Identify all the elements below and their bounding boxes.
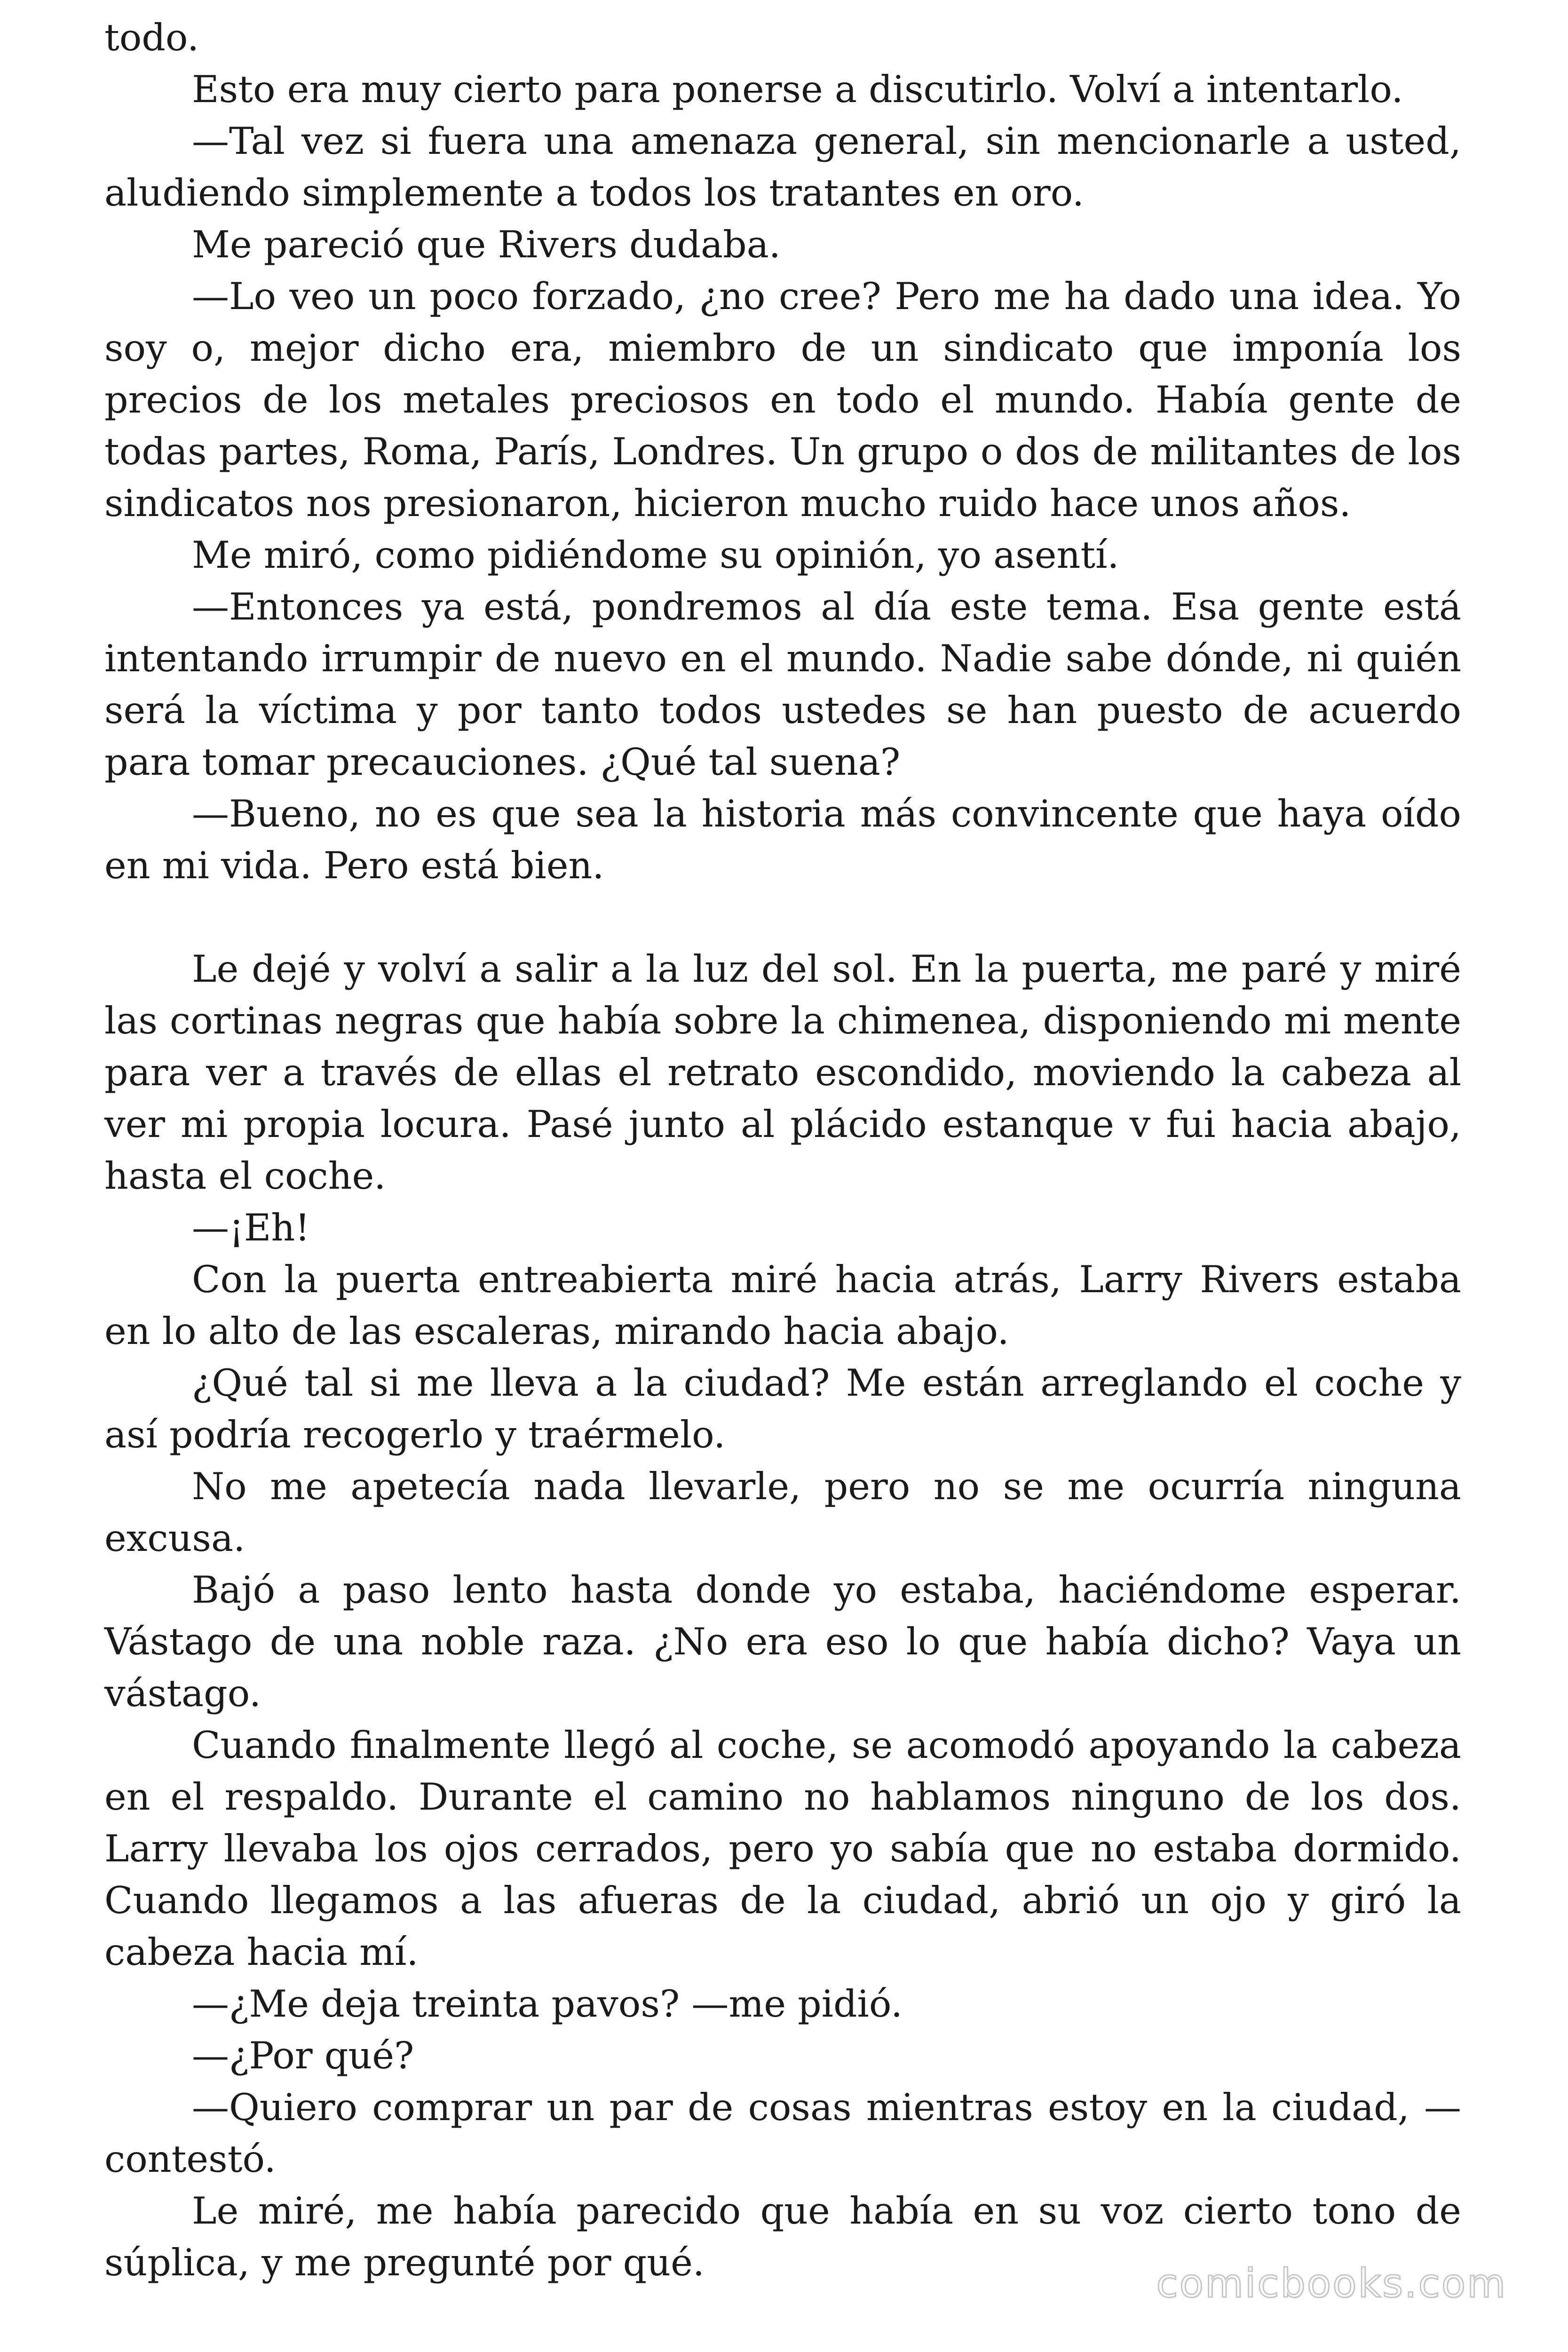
paragraph: Con la puerta entreabierta miré hacia atrás, Larry Rivers estaba en lo alto de las escaleras, mirando hacia abajo. (104, 1258, 1461, 1353)
watermark-text: comicbooks.com (1156, 2260, 1507, 2306)
paragraph: Cuando finalmente llegó al coche, se acomodó apoyando la cabeza en el respaldo. Durante el camino no hablamos ninguno de los dos. Larry llevaba los ojos cerrados, pero yo sabía que no estaba dormido. Cuando llegamos a las afueras de la ciudad, abrió un ojo y giró la cabeza hacia mí. (104, 1724, 1461, 1974)
paragraph: Me pareció que Rivers dudaba. (192, 223, 781, 266)
paragraph: —Bueno, no es que sea la historia más convincente que haya oído en mi vida. Pero está bien. (104, 792, 1461, 887)
body-text (104, 12, 1461, 2288)
paragraph: Me miró, como pidiéndome su opinión, yo asentí. (192, 533, 1119, 577)
text-section-2 (104, 943, 1461, 2288)
paragraph: —¿Me deja treinta pavos? —me pidió. (192, 1982, 903, 2026)
paragraph: —Tal vez si fuera una amenaza general, sin mencionarle a usted, aludiendo simplemente a todos los tratantes en oro. (104, 119, 1461, 215)
paragraph: No me apetecía nada llevarle, pero no se me ocurría ninguna excusa. (104, 1465, 1461, 1560)
paragraph: Bajó a paso lento hasta donde yo estaba, haciéndome esperar. Vástago de una noble raza. ¿No era eso lo que había dicho? Vaya un vástago. (104, 1568, 1461, 1715)
paragraph: —¡Eh! (192, 1206, 310, 1249)
paragraph: todo. (104, 16, 199, 59)
paragraph: —¿Por qué? (192, 2034, 414, 2077)
paragraph: Esto era muy cierto para ponerse a discutirlo. Volví a intentarlo. (192, 68, 1403, 111)
text-section-1 (104, 12, 1461, 891)
paragraph: —Lo veo un poco forzado, ¿no cree? Pero me ha dado una idea. Yo soy o, mejor dicho era, miembro de un sindicato que imponía los precios de los metales preciosos en todo el mundo. Había gente de todas partes, Roma, París, Londres. Un grupo o dos de militantes de los sindicatos nos presionaron, hicieron mucho ruido hace unos años. (104, 275, 1461, 525)
paragraph: —Quiero comprar un par de cosas mientras estoy en la ciudad, —contestó. (104, 2086, 1461, 2181)
paragraph: —Entonces ya está, pondremos al día este tema. Esa gente está intentando irrumpir de nuevo en el mundo. Nadie sabe dónde, ni quién será la víctima y por tanto todos ustedes se han puesto de acuerdo para tomar precauciones. ¿Qué tal suena? (104, 585, 1461, 784)
section-break (104, 891, 1461, 943)
paragraph: Le dejé y volví a salir a la luz del sol. En la puerta, me paré y miré las cortinas negras que había sobre la chimenea, disponiendo mi mente para ver a través de ellas el retrato escondido, moviendo la cabeza al ver mi propia locura. Pasé junto al plácido estanque v fui hacia abajo, hasta el coche. (104, 947, 1461, 1198)
paragraph: Le miré, me había parecido que había en su voz cierto tono de súplica, y me pregunté por qué. (104, 2189, 1461, 2284)
paragraph: ¿Qué tal si me lleva a la ciudad? Me están arreglando el coche y así podría recogerlo y traérmelo. (104, 1361, 1461, 1456)
